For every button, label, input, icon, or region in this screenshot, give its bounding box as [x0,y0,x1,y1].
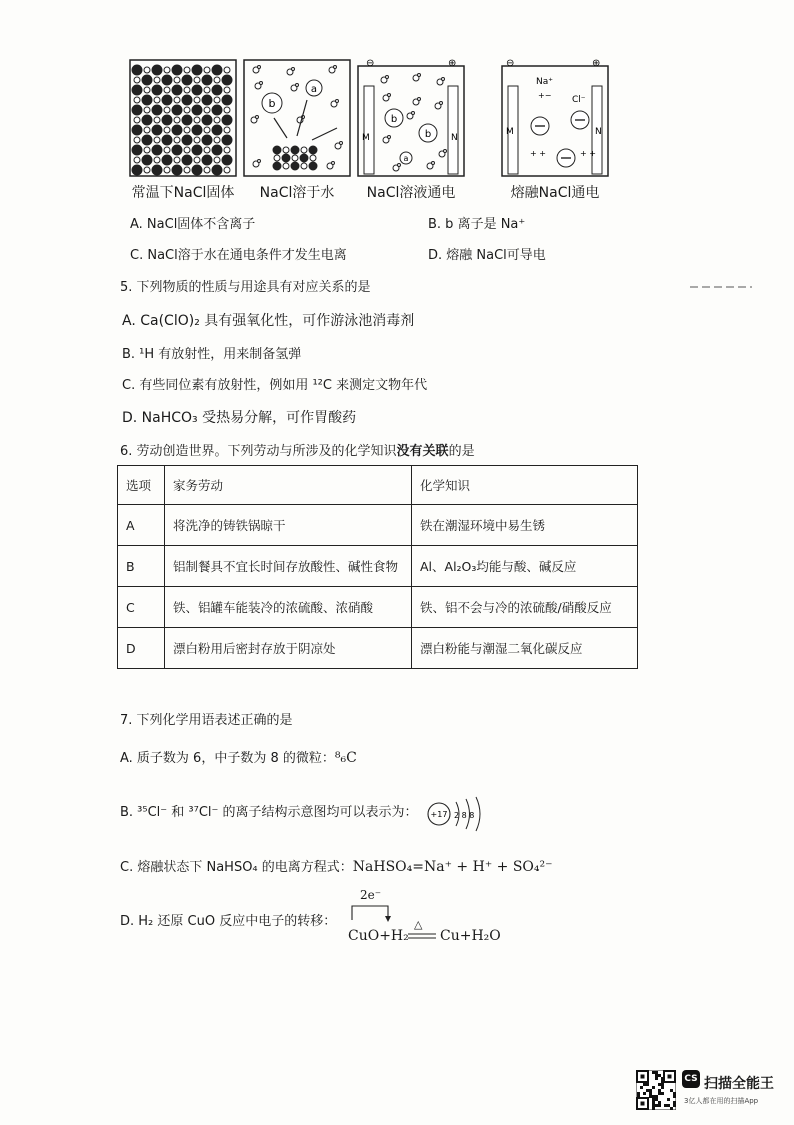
lattice-ion [222,135,232,145]
svg-text:Na⁺: Na⁺ [536,77,553,87]
lattice-ion [162,75,172,85]
qr-cell [661,1092,664,1095]
qr-cell [652,1086,655,1089]
qr-cell [655,1095,658,1098]
svg-text:M: M [506,127,514,137]
crystal-ion [274,155,280,161]
water-molecule [260,82,263,85]
scan-mark [690,285,752,289]
q7-c-text: C. 熔融状态下 NaHSO₄ 的电离方程式： [120,860,353,875]
lattice-ion [214,77,220,83]
ion-structure-diagram [424,794,494,834]
lattice-ion [144,67,150,73]
lattice-ion [202,75,212,85]
header-chore: 家务劳动 [165,466,412,505]
lattice-ion [164,147,170,153]
qr-cell [655,1074,658,1077]
lattice-ion [164,167,170,173]
lattice-ion [212,125,222,135]
table-row [118,628,638,669]
q5-option-b: B. ¹H 有放射性，用来制备氢弹 [122,347,302,362]
crystal-ion [273,146,281,154]
water-molecule [440,102,443,105]
table-row [118,587,638,628]
lattice-ion [202,135,212,145]
lattice-ion [212,65,222,75]
lattice-ion [162,135,172,145]
water-molecule [388,136,391,139]
figure-caption: 熔融NaCl通电 [510,185,600,201]
water-molecule [418,74,421,77]
row-knowledge: 漂白粉能与潮湿二氧化碳反应 [412,628,638,669]
lattice-ion [184,127,190,133]
qr-cell [673,1104,676,1107]
lattice-ion [194,97,200,103]
qr-cell [649,1089,652,1092]
figure-caption: NaCl溶于水 [259,185,335,201]
lattice-ion [154,137,160,143]
lattice-ion [192,145,202,155]
crystal-ion [309,146,317,154]
lattice-ion [132,65,142,75]
qr-cell [658,1101,661,1104]
qr-cell [655,1098,658,1101]
qr-cell [646,1089,649,1092]
lattice-ion [134,77,140,83]
lattice-ion [204,167,210,173]
qr-cell [661,1086,664,1089]
lattice-ion [202,115,212,125]
lattice-ion [212,165,222,175]
lattice-ion [162,155,172,165]
q4-option-d: D. 熔融 NaCl可导电 [428,248,546,263]
qr-cell [667,1104,670,1107]
svg-text:Cl⁻: Cl⁻ [572,95,586,105]
lattice-ion [152,85,162,95]
lattice-ion [214,117,220,123]
crystal-ion [309,162,317,170]
lattice-ion [184,67,190,73]
svg-text:a: a [403,154,409,163]
qr-cell [643,1083,646,1086]
qr-cell [652,1104,655,1107]
lattice-diagram [128,58,238,178]
lattice-ion [204,87,210,93]
water-molecule [258,160,261,163]
heat-condition: △ [414,918,423,931]
lattice-ion [192,85,202,95]
crystal-ion [283,147,289,153]
lattice-ion [174,157,180,163]
q5-option-a: A. Ca(ClO)₂ 具有强氧化性，可作游泳池消毒剂 [122,313,415,329]
q7-d-text: D. H₂ 还原 CuO 反应中电子的转移： [120,914,337,929]
lattice-ion [174,137,180,143]
qr-cell [658,1089,661,1092]
row-knowledge: Al、Al₂O₃均能与酸、碱反应 [412,546,638,587]
lattice-ion [192,105,202,115]
lattice-ion [174,117,180,123]
lattice-ion [134,137,140,143]
lattice-ion [132,165,142,175]
qr-cell [652,1107,655,1110]
svg-text:⊕: ⊕ [592,58,601,69]
lattice-ion [224,107,230,113]
lattice-ion [162,115,172,125]
lattice-ion [222,95,232,105]
nacl-figures [128,58,648,206]
crystal-ion [301,163,307,169]
q6-stem [120,443,475,461]
lattice-ion [222,115,232,125]
figure-dissolving [242,58,352,201]
lattice-ion [132,85,142,95]
scanner-badge [636,1068,786,1114]
lattice-ion [152,125,162,135]
row-option: D [118,628,165,669]
lattice-ion [142,155,152,165]
lattice-ion [192,65,202,75]
water-molecule [386,76,389,79]
reactants: CuO+H₂ [348,928,409,944]
water-molecule [292,68,295,71]
qr-cell [646,1083,649,1086]
lattice-ion [174,77,180,83]
qr-cell [655,1104,658,1107]
qr-cell [652,1095,655,1098]
lattice-ion [194,117,200,123]
row-option: B [118,546,165,587]
svg-text:M: M [362,133,370,143]
q7-b-text: B. ³⁵Cl⁻ 和 ³⁷Cl⁻ 的离子结构示意图均可以表示为： [120,805,418,820]
svg-text:+ +: + + [530,149,546,158]
ion-label-b: b [268,97,276,110]
qr-cell [652,1101,655,1104]
qr-cell [655,1071,658,1074]
lattice-ion [182,155,192,165]
qr-finder [641,1102,645,1106]
lattice-ion [144,147,150,153]
water-molecule [258,66,261,69]
qr-cell [649,1092,652,1095]
table-row [118,546,638,587]
lattice-ion [224,147,230,153]
q6-stem-prefix: 6. 劳动创造世界。下列劳动与所涉及的化学知识 [120,444,397,459]
solution-electrolysis-diagram [356,58,466,178]
lattice-ion [194,77,200,83]
qr-code-icon [636,1070,676,1110]
water-molecule [332,162,335,165]
qr-finder [668,1075,672,1079]
lattice-ion [224,167,230,173]
qr-cell [670,1107,673,1110]
lattice-ion [212,145,222,155]
products: Cu+H₂O [440,928,501,944]
svg-text:N: N [595,127,602,137]
row-knowledge: 铁在潮湿环境中易生锈 [412,505,638,546]
qr-cell [670,1089,673,1092]
lattice-ion [164,127,170,133]
lattice-ion [184,147,190,153]
lattice-ion [154,97,160,103]
lattice-ion [214,157,220,163]
crystal-ion [300,154,308,162]
lattice-ion [144,167,150,173]
water-molecule [256,116,259,119]
lattice-ion [204,127,210,133]
lattice-ion [172,65,182,75]
qr-cell [643,1092,646,1095]
q7-option-d [120,913,336,931]
lattice-ion [194,157,200,163]
scanner-app-name: 扫描全能王 [704,1076,774,1092]
row-chore: 将洗净的铸铁锅晾干 [165,505,412,546]
lattice-ion [182,95,192,105]
q4-option-a: A. NaCl固体不含离子 [130,217,256,232]
lattice-ion [182,135,192,145]
lattice-ion [134,157,140,163]
lattice-ion [144,127,150,133]
lattice-ion [164,107,170,113]
figure-solid-nacl [128,58,238,201]
qr-finder [641,1075,645,1079]
lattice-ion [174,97,180,103]
qr-cell [649,1095,652,1098]
qr-cell [673,1095,676,1098]
lattice-ion [134,97,140,103]
qr-cell [661,1083,664,1086]
lattice-ion [224,127,230,133]
lattice-ion [194,137,200,143]
lattice-ion [164,67,170,73]
water-molecule [334,66,337,69]
lattice-ion [204,147,210,153]
lattice-ion [142,115,152,125]
lattice-ion [214,137,220,143]
q7-stem: 7. 下列化学用语表述正确的是 [120,713,293,728]
lattice-ion [172,145,182,155]
header-knowledge: 化学知识 [412,466,638,505]
lattice-ion [172,85,182,95]
water-molecule [444,150,447,153]
q7-a-formula: ⁸₆C [334,750,357,766]
water-molecule [388,94,391,97]
lattice-ion [132,145,142,155]
qr-cell [637,1092,640,1095]
q7-option-b [120,804,418,822]
svg-text:+−: +− [538,91,552,100]
qr-cell [658,1083,661,1086]
shell-electrons: 2 8 8 [454,811,475,820]
row-option: A [118,505,165,546]
table-row [118,505,638,546]
q4-option-b: B. b 离子是 Na⁺ [428,217,526,232]
lattice-ion [132,105,142,115]
lattice-ion [184,107,190,113]
svg-text:N: N [451,133,458,143]
water-molecule [296,84,299,87]
lattice-ion [222,75,232,85]
lattice-ion [142,95,152,105]
water-molecule [432,162,435,165]
ion-label-a: a [310,84,318,95]
lattice-ion [134,117,140,123]
lattice-ion [192,125,202,135]
lattice-ion [152,145,162,155]
svg-text:b: b [390,114,398,125]
lattice-ion [152,105,162,115]
lattice-ion [222,155,232,165]
lattice-ion [182,75,192,85]
lattice-ion [162,95,172,105]
qr-cell [652,1098,655,1101]
qr-cell [673,1101,676,1104]
crystal-ion [291,146,299,154]
lattice-ion [204,107,210,113]
crystal-ion [291,162,299,170]
q6-table [117,465,638,669]
figure-molten-electrolysis [500,58,610,201]
q7-option-c [120,858,553,877]
lattice-ion [184,87,190,93]
table-header-row [118,466,638,505]
lattice-ion [202,95,212,105]
row-chore: 铁、铝罐车能装冷的浓硫酸、浓硝酸 [165,587,412,628]
water-molecule [336,100,339,103]
lattice-ion [184,167,190,173]
crystal-ion [283,163,289,169]
qr-cell [640,1086,643,1089]
svg-text:b: b [424,129,432,140]
svg-text:⊖: ⊖ [366,58,375,69]
electron-count: 2e⁻ [360,888,382,902]
qr-cell [667,1098,670,1101]
lattice-ion [212,105,222,115]
crystal-ion [310,155,316,161]
lattice-ion [202,155,212,165]
qr-cell [664,1104,667,1107]
lattice-ion [224,87,230,93]
lattice-ion [144,107,150,113]
row-option: C [118,587,165,628]
lattice-ion [142,75,152,85]
lattice-ion [214,97,220,103]
lattice-ion [152,65,162,75]
lattice-ion [182,115,192,125]
crystal-ion [282,154,290,162]
qr-cell [673,1092,676,1095]
lattice-ion [172,125,182,135]
crystal-ion [273,162,281,170]
qr-cell [658,1104,661,1107]
lattice-ion [224,67,230,73]
svg-text:⊖: ⊖ [506,58,515,69]
qr-cell [658,1074,661,1077]
lattice-ion [212,85,222,95]
q5-option-d: D. NaHCO₃ 受热易分解，可作胃酸药 [122,410,357,426]
lattice-ion [154,77,160,83]
figure-caption: NaCl溶液通电 [366,185,456,201]
lattice-ion [132,125,142,135]
row-chore: 漂白粉用后密封存放于阴凉处 [165,628,412,669]
qr-cell [658,1092,661,1095]
q7-option-a [120,749,357,768]
q7-a-text: A. 质子数为 6，中子数为 8 的微粒： [120,751,335,766]
qr-cell [655,1077,658,1080]
scanner-tagline: 3亿人都在用的扫描App [684,1097,759,1105]
lattice-ion [164,87,170,93]
row-knowledge: 铁、铝不会与冷的浓硫酸/硝酸反应 [412,587,638,628]
figure-caption: 常温下NaCl固体 [131,185,235,201]
water-molecule [398,164,401,167]
q5-stem: 5. 下列物质的性质与用途具有对应关系的是 [120,280,371,295]
lattice-ion [192,165,202,175]
lattice-ion [172,105,182,115]
electron-transfer-equation [346,890,506,950]
lattice-ion [154,117,160,123]
svg-text:+ +: + + [580,149,596,158]
water-molecule [418,98,421,101]
crystal-ion [292,155,298,161]
lattice-ion [204,67,210,73]
lattice-ion [172,165,182,175]
lattice-ion [142,135,152,145]
q6-stem-emphasis: 没有关联 [396,444,449,459]
lattice-ion [154,157,160,163]
q7-c-formula: NaHSO₄=Na⁺ + H⁺ + SO₄²⁻ [352,859,553,875]
figure-solution-electrolysis [356,58,466,201]
lattice-ion [152,165,162,175]
q4-option-c: C. NaCl溶于水在通电条件才发生电离 [130,248,347,263]
row-chore: 铝制餐具不宜长时间存放酸性、碱性食物 [165,546,412,587]
molten-electrolysis-diagram [500,58,610,178]
svg-text:⊕: ⊕ [448,58,457,69]
cs-logo-icon: CS [682,1070,700,1088]
qr-cell [652,1071,655,1074]
q5-option-c: C. 有些同位素有放射性，例如用 ¹²C 来测定文物年代 [122,378,428,393]
q6-stem-suffix: 的是 [448,444,475,459]
water-molecule [412,112,415,115]
header-option: 选项 [118,466,165,505]
water-molecule [442,78,445,81]
lattice-ion [144,87,150,93]
crystal-ion [301,147,307,153]
nucleus-charge: +17 [430,810,448,819]
dissolving-diagram [242,58,352,178]
water-molecule [340,142,343,145]
